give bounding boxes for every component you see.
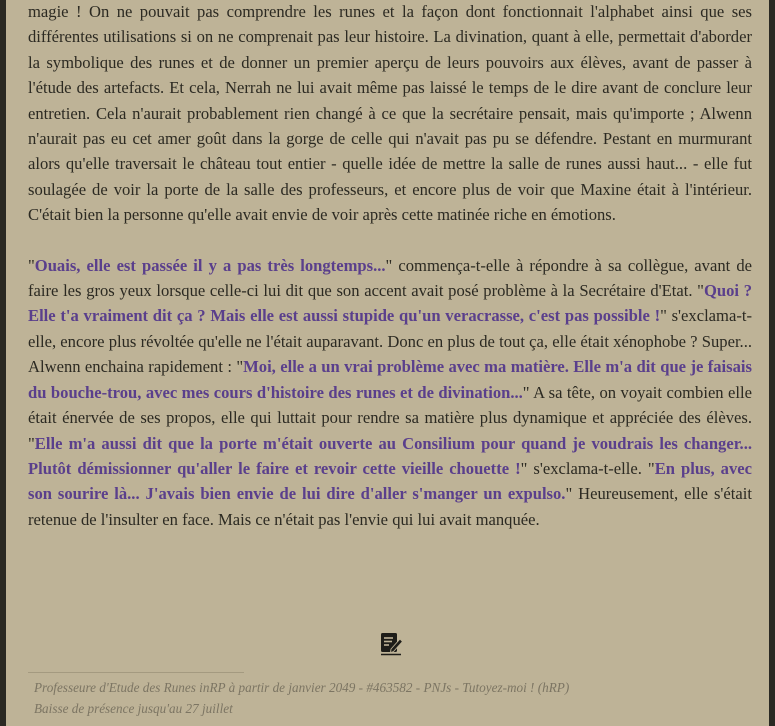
dialogue-quote: Quoi ? Elle t'a vraiment dit ça ? Mais elle est aussi stupide qu'un veracrasse, c'est pas possible ! bbox=[28, 281, 752, 326]
signature bbox=[34, 677, 754, 719]
post-paragraph-2 bbox=[28, 253, 752, 532]
dialogue-quote: Moi, elle a un vrai problème avec ma matière. Elle m'a dit que je faisais du bouche-trou, avec mes cours d'histoire des runes et de divination... bbox=[28, 357, 752, 402]
edit-icon bbox=[378, 630, 404, 656]
dialogue-quote: Elle m'a aussi dit que la porte m'était ouverte au Consilium pour quand je voudrais les changer... Plutôt démissionner qu'aller le faire et revoir cette vieille chouette ! bbox=[28, 433, 752, 478]
dialogue-quote: Ouais, elle est passée il y a pas très longtemps... bbox=[34, 255, 386, 275]
narration-text: " commença-t-elle à répondre à sa collègue, avant de faire les gros yeux lorsque celle-ci lui dit que son accent avait posé problème à la Secrétaire d'Etat. " bbox=[28, 255, 752, 301]
edit-post-button[interactable] bbox=[378, 630, 404, 656]
post-paragraph-1: magie ! On ne pouvait pas comprendre les runes et la façon dont fonctionnait l'alphabet ainsi que ses différentes utilisations si on ne comprenait pas leur histoire. La divination, quant à elle, permettait d'aborder la symbolique des runes et de donner un premier aperçu de leurs pouvoirs aux élèves, avant de passer à l'étude des artefacts. Et cela, Nerrah ne lui avait même pas laissé le temps de le dire avant de conclure leur entretien. Cela n'aurait probablement rien changé à ce que la secrétaire pensait, mais qu'importe ; Alwenn n'aurait pas eu cet amer goût dans la gorge de celle qui n'avait pas pu se défendre. Pestant en murmurant alors qu'elle traversait le château tout entier - quelle idée de mettre la salle de runes aussi haut... - elle fut soulagée de voir la porte de la salle des professeurs, et encore plus de voir que Maxine était à l'intérieur. C'était bien la personne qu'elle avait envie de voir après cette matinée riche en émotions. bbox=[28, 2, 752, 225]
narration-text: " Heureusement, elle s'était retenue de l'insulter en face. Mais ce n'était pas l'envie qui lui avait manquée. bbox=[28, 484, 752, 529]
signature-separator bbox=[28, 672, 244, 673]
dialogue-quote: En plus, avec son sourire là... J'avais bien envie de lui dire d'aller s'manger un expulso. bbox=[28, 458, 752, 504]
narration-text: " A sa tête, on voyait combien elle était énervée de ses propos, elle qui luttait pour rendre sa matière plus dynamique et appréciée des élèves. " bbox=[28, 382, 753, 453]
signature-line-2: Baisse de présence jusqu'au 27 juillet bbox=[34, 701, 233, 716]
signature-line-1: Professeure d'Etude des Runes inRP à partir de janvier 2049 - #463582 - PNJs - Tutoyez-moi ! (hRP) bbox=[34, 680, 570, 695]
post-body bbox=[28, 0, 752, 532]
narration-text: " s'exclama-t-elle, encore plus révoltée qu'elle ne l'était auparavant. Donc en plus de tout ça, elle était xénophobe ? Super... Alwenn enchaina rapidement : " bbox=[28, 306, 752, 377]
narration-text: " s'exclama-t-elle. " bbox=[520, 458, 655, 478]
narration-text: " bbox=[28, 255, 35, 275]
